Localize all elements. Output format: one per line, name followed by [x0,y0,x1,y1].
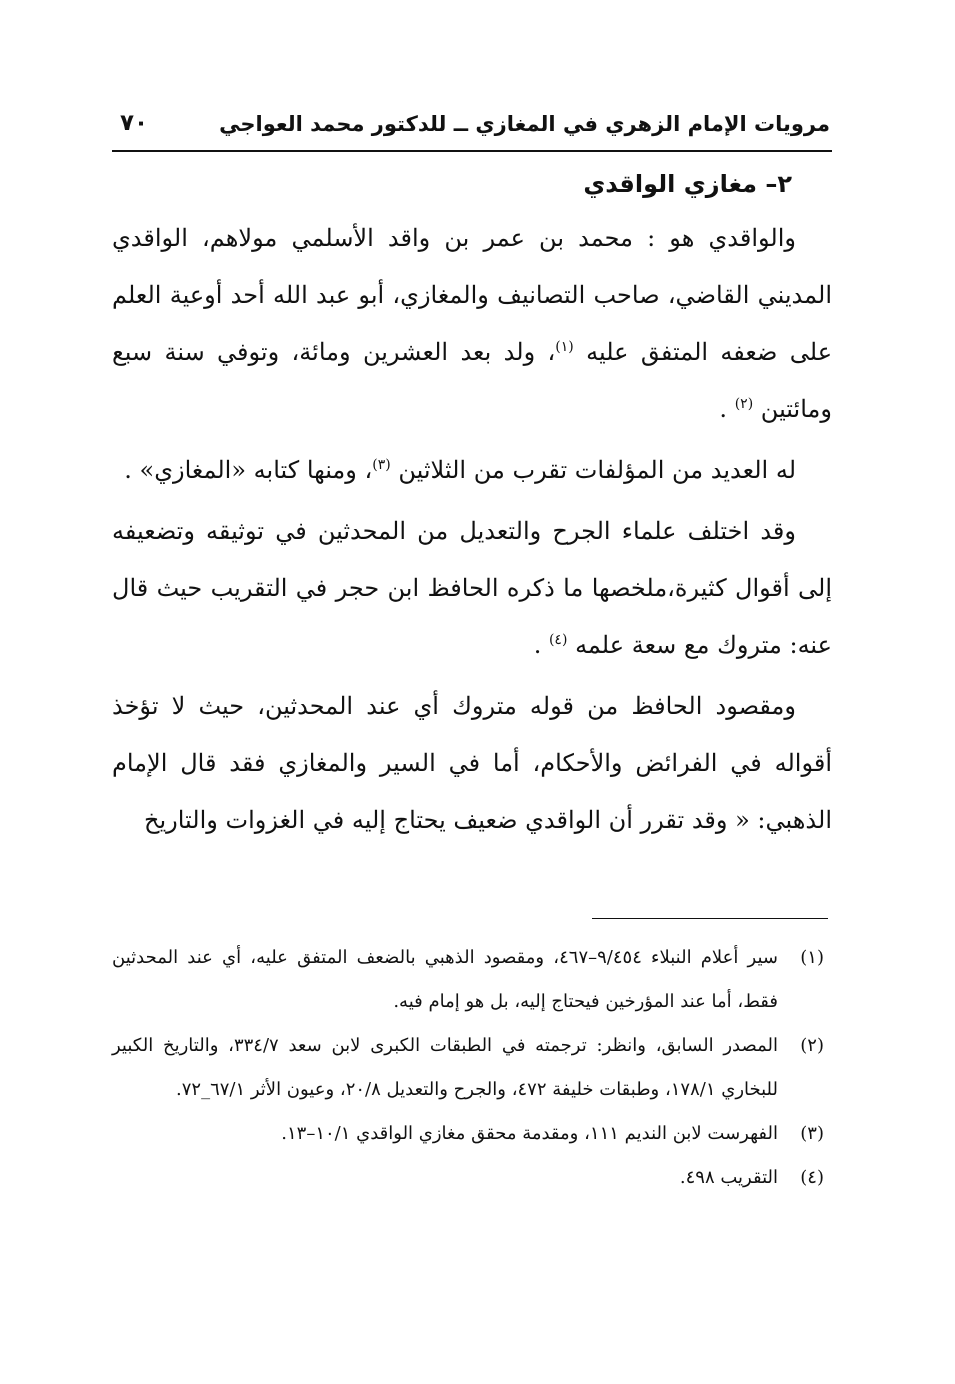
paragraph-text: والواقدي هو : محمد بن عمر بن واقد الأسلمي مولاهم، الواقدي المديني القاضي، صاحب التصانيف والمغازي، أبو عبد الله أحد أوعية العلم على ضعفه المتفق عليه [112,224,833,366]
paragraph-text: . [533,631,549,659]
running-header [112,108,830,152]
paragraph-1 [112,210,832,438]
paragraph-3 [112,503,832,674]
main-text [112,158,832,853]
footnote-ref-4[interactable]: (٤) [548,632,568,648]
footnote-text: المصدر السابق، وانظر: ترجمته في الطبقات الكبرى لابن سعد ٣٣٤/٧، والتاريخ الكبير للبخاري ١٧٨/١، وطبقات خليفة ٤٧٢، والجرح والتعديل ٢٠/٨، وعيون الأثر ٦٧/١_٧٢. [112,1035,778,1100]
paragraph-2 [112,442,832,499]
footnotes [112,936,832,1200]
footnote-ref-3[interactable]: (٣) [372,457,391,473]
section-heading: ٢– مغازي الواقدي [583,170,792,198]
running-title: مرويات الإمام الزهري في المغازي ــ للدكتور محمد العواجي [219,112,830,136]
footnote-text: التقريب ٤٩٨. [679,1167,778,1188]
footnote-number: (٢) [800,1035,824,1056]
page-number: ٧٠ [120,110,149,136]
header-rule [112,150,832,152]
footnote-ref-1[interactable]: (١) [555,339,574,355]
paragraph-text: ومقصود الحافظ من قوله متروك أي عند المحدثين، حيث لا تؤخذ أقواله في الفرائض والأحكام، أما في السير والمغازي فقد قال الإمام الذهبي: « وقد تقرر أن الواقدي ضعيف يحتاج إليه في الغزوات والتاريخ [112,692,832,834]
footnote-ref-2[interactable]: (٢) [734,396,754,412]
footnote-4 [112,1156,832,1200]
footnote-number: (١) [800,947,824,968]
footnote-separator [592,918,828,919]
footnote-3 [112,1112,832,1156]
paragraph-text: . [719,395,735,423]
footnote-number: (٤) [800,1167,824,1188]
footnote-text: الفهرست لابن النديم ١١١، ومقدمة محقق مغازي الواقدي ١٠/١–١٣. [281,1123,778,1144]
footnote-number: (٣) [800,1123,824,1144]
paragraph-4 [112,678,832,849]
footnote-text: سير أعلام النبلاء ٩/٤٥٤–٤٦٧، ومقصود الذهبي بالضعف المتفق عليه، أي عند المحدثين فقط، أما عند المؤرخين فيحتاج إليه، بل هو إمام فيه. [112,947,778,1012]
paragraph-text: وقد اختلف علماء الجرح والتعديل من المحدثين في توثيقه وتضعيفه إلى أقوال كثيرة،ملخصها ما ذكره الحافظ ابن حجر في التقريب حيث قال عنه: متروك مع سعة علمه [112,517,832,659]
paragraph-text: ، ومنها كتابه «المغازي» . [124,456,373,484]
paragraph-text: ، ولد بعد العشرين ومائة، وتوفي سنة سبع ومائتين [112,338,832,423]
paragraph-text: له العديد من المؤلفات تقرب من الثلاثين [398,456,796,484]
footnote-2 [112,1024,832,1112]
footnote-1 [112,936,832,1024]
